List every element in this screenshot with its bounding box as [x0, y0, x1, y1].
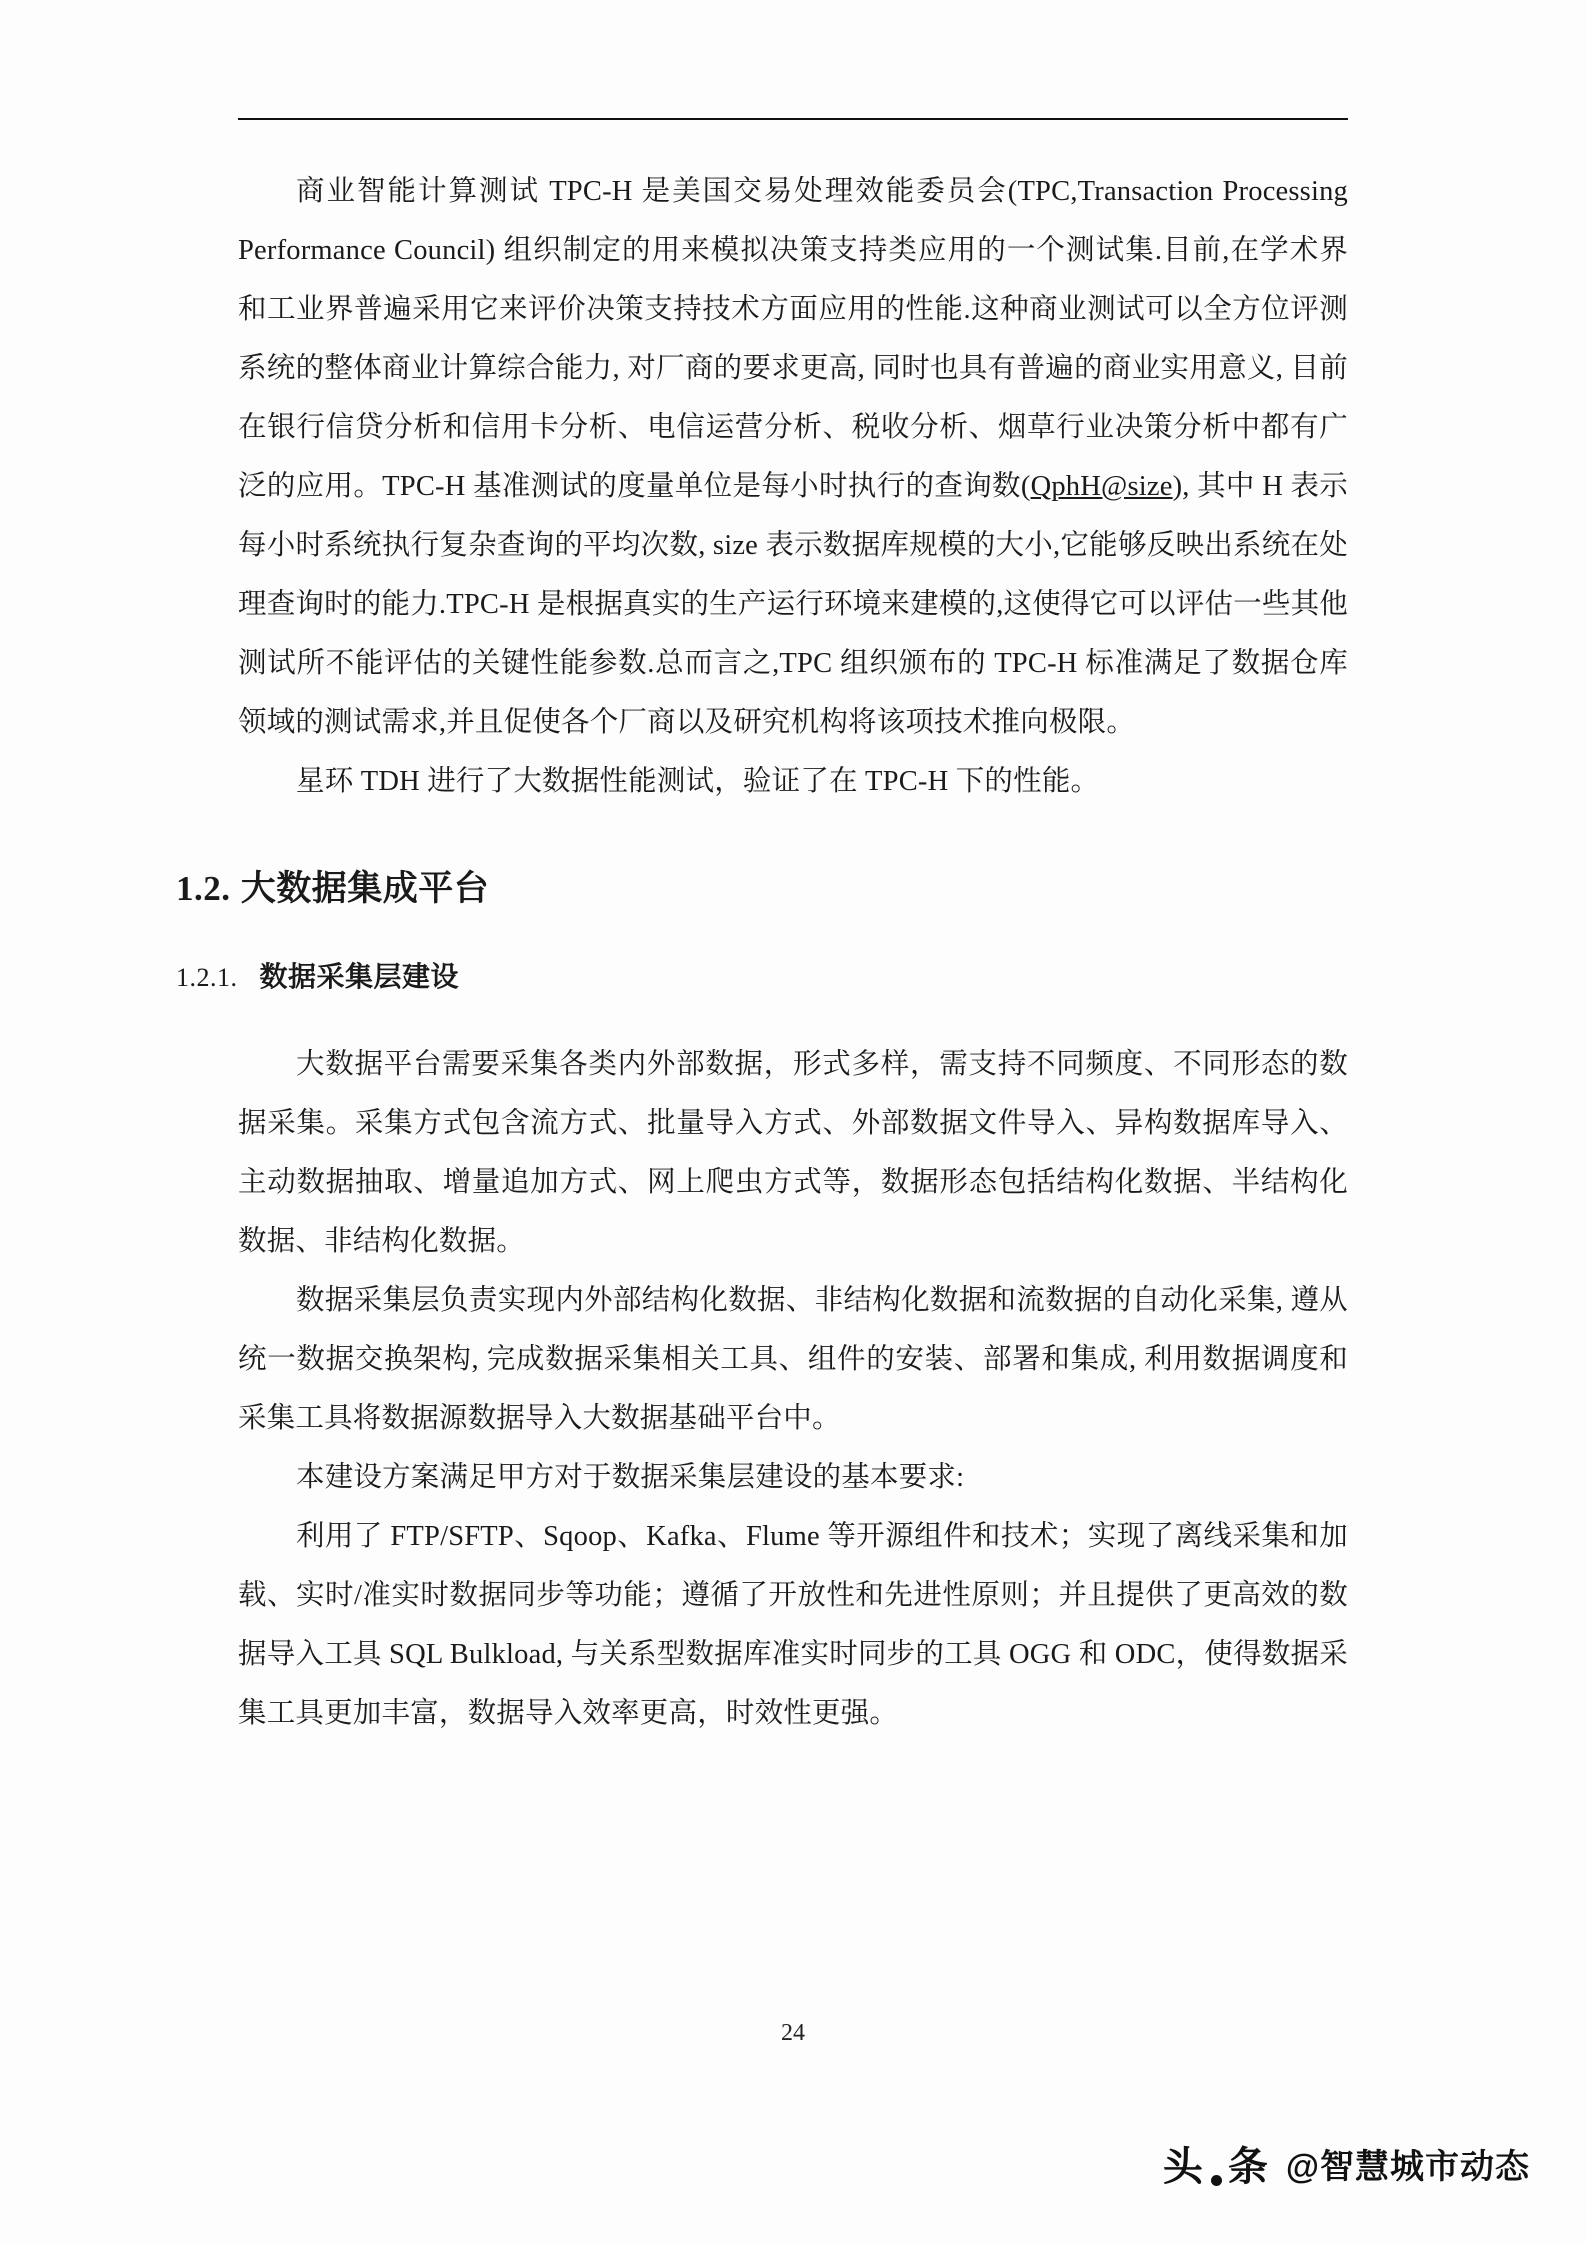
paragraph-group-intro [238, 162, 1348, 811]
paragraph-requirements-lead: 本建设方案满足甲方对于数据采集层建设的基本要求: [296, 1462, 965, 1493]
page-number: 24 [781, 2020, 805, 2046]
header-rule [238, 118, 1348, 120]
paragraph-tpch-part1: 商业智能计算测试 TPC-H 是美国交易处理效能委员会(TPC,Transaction Processing Performance Council) 组织制定的用来模拟决策支持类应用的一个测试集.目前,在学术界和工业界普遍采用它来评价决策支持技术方面应用的性能.这种商业测试可以全方位评测系统的整体商业计算综合能力, 对厂商的要求更高, 同时也具有普遍的商业实用意义, 目前在银行信贷分析和信用卡分析、电信运营分析、税收分析、烟草行业决策分析中都有广泛的应用。TPC-H 基准测试的度量单位是每小时执行的查询数( [238, 176, 1348, 502]
subsection-title: 数据采集层建设 [259, 961, 460, 992]
paragraph-group-collection [238, 1035, 1348, 1743]
section-title: 大数据集成平台 [240, 869, 490, 908]
watermark-account-name: @智慧城市动态 [1285, 2148, 1530, 2186]
subsection-heading [176, 955, 1348, 995]
logo-char-left: 头 [1162, 2145, 1205, 2189]
toutiao-logo-icon [1163, 2135, 1270, 2192]
paragraph-tdh-test: 星环 TDH 进行了大数据性能测试，验证了在 TPC-H 下的性能。 [296, 766, 1100, 797]
paragraph-tpch-intro [238, 162, 1348, 752]
logo-dot-icon [1211, 2175, 1222, 2186]
paragraph-tools-used: 利用了 FTP/SFTP、Sqoop、Kafka、Flume 等开源组件和技术；实现了离线采集和加载、实时/准实时数据同步等功能；遵循了开放性和先进性原则；并且提供了更高效的数据导入工具 SQL Bulkload, 与关系型数据库准实时同步的工具 OGG 和 ODC，使得数据采集工具更加丰富，数据导入效率更高，时效性更强。 [238, 1521, 1348, 1729]
watermark [1163, 2135, 1530, 2192]
paragraph-collection-layer: 数据采集层负责实现内外部结构化数据、非结构化数据和流数据的自动化采集, 遵从统一数据交换架构, 完成数据采集相关工具、组件的安装、部署和集成, 利用数据调度和采集工具将数据源数据导入大数据基础平台中。 [238, 1285, 1348, 1434]
paragraph-tpch-underlined-term: QphH@size [1030, 471, 1173, 502]
paragraph-collection-forms: 大数据平台需要采集各类内外部数据，形式多样，需支持不同频度、不同形态的数据采集。采集方式包含流方式、批量导入方式、外部数据文件导入、异构数据库导入、主动数据抽取、增量追加方式、网上爬虫方式等，数据形态包括结构化数据、半结构化数据、非结构化数据。 [238, 1049, 1348, 1257]
section-heading [176, 861, 1348, 911]
logo-char-right: 条 [1227, 2145, 1270, 2189]
subsection-number: 1.2.1. [176, 963, 238, 992]
paragraph-tpch-part2: ), 其中 H 表示每小时系统执行复杂查询的平均次数, size 表示数据库规模的大小,它能够反映出系统在处理查询时的能力.TPC-H 是根据真实的生产运行环境来建模的,这使得它可以评估一些其他测试所不能评估的关键性能参数.总而言之,TPC 组织颁布的 TPC-H 标准满足了数据仓库领域的测试需求,并且促使各个厂商以及研究机构将该项技术推向极限。 [238, 471, 1348, 738]
section-number: 1.2. [176, 869, 231, 908]
page-content [176, 118, 1348, 1743]
